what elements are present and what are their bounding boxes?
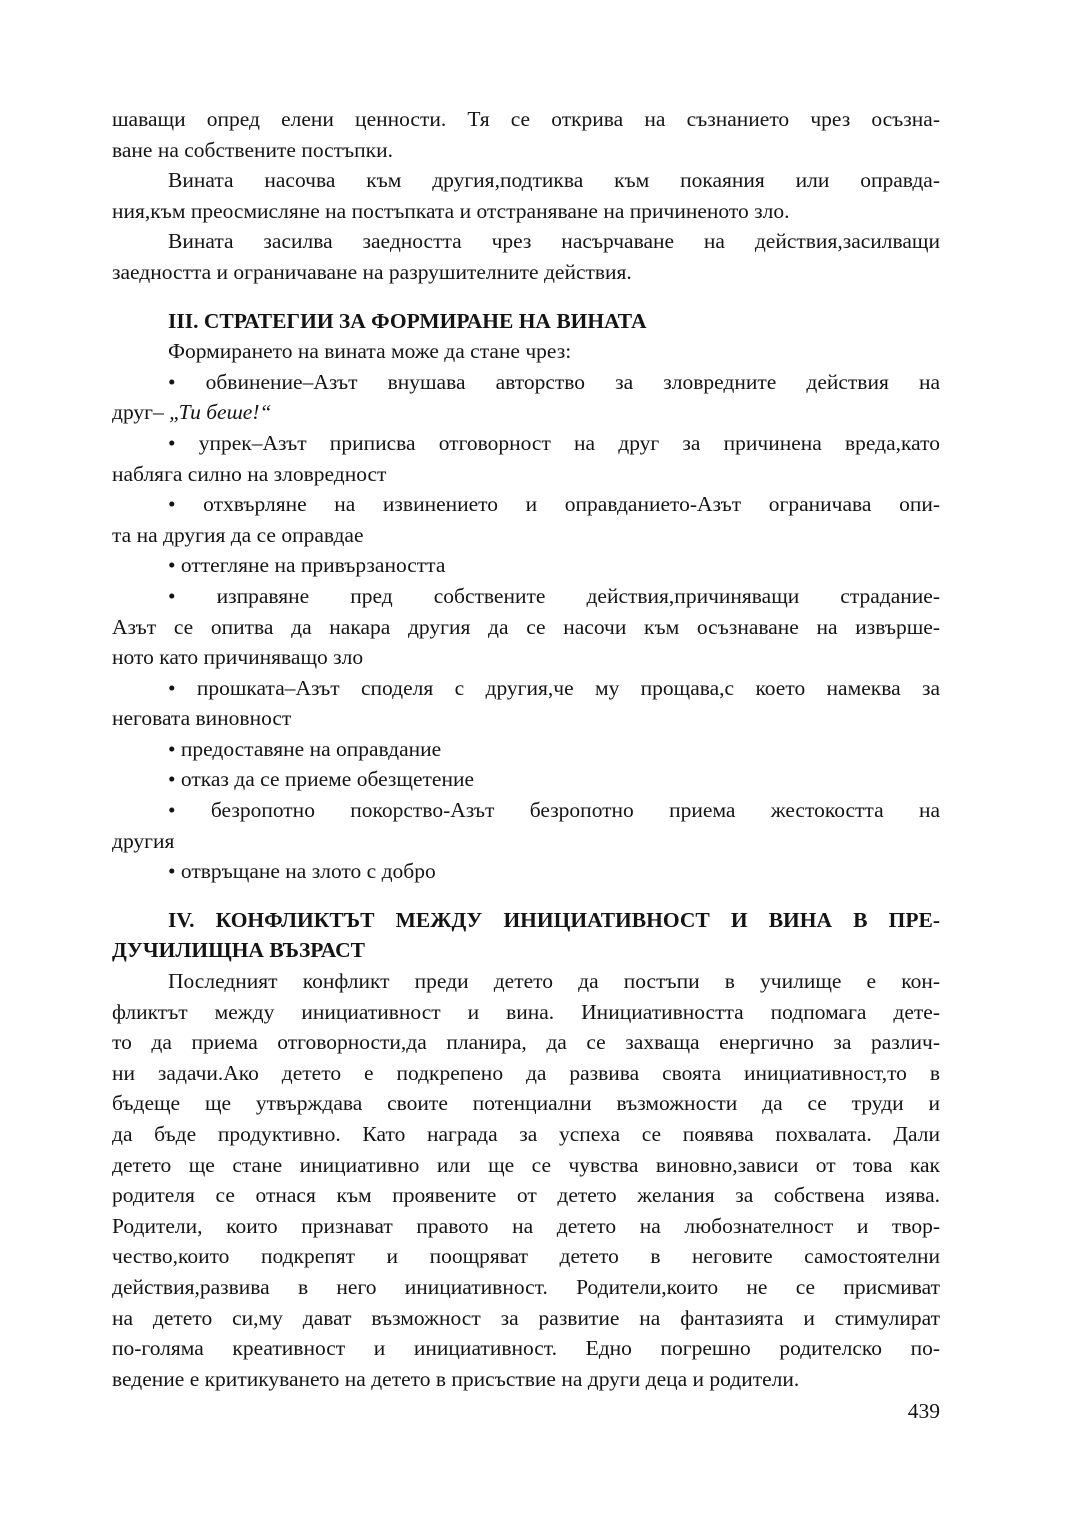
text-line: ване на собствените постъпки. [112,137,394,162]
paragraph [112,550,940,581]
section-heading [112,306,940,337]
paragraph [112,673,940,734]
text-line: ДУЧИЛИЩНА ВЪЗРАСТ [112,938,366,963]
text-column [112,104,940,1394]
text-line: • упрек–Азът приписва отговорност на друг за причинена вреда,като [168,430,940,455]
text-line: • обвинение–Азът внушава авторство за зловредните действия на [168,369,940,394]
text-line: то да приема отговорности,да планира, да се захваща енергично за различ- [112,1030,940,1055]
paragraph [112,104,940,165]
text-line: ведение е критикуването на детето в присъствие на други деца и родители. [112,1366,800,1391]
text-line: неговата виновност [112,706,292,731]
paragraph [112,764,940,795]
italic-text: „Ти беше!“ [169,400,272,425]
paragraph [112,336,940,367]
text-line: • прошката–Азът споделя с другия,че му прощава,с което намеква за [168,675,940,700]
paragraph [112,165,940,226]
text-line: IV. КОНФЛИКТЪТ МЕЖДУ ИНИЦИАТИВНОСТ И ВИНА В ПРЕ- [168,907,940,932]
text-line: фликтът между инициативност и вина. Инициативността подпомага дете- [112,999,940,1024]
paragraph [112,795,940,856]
text-line: другия [112,828,175,853]
paragraph [112,367,940,428]
text-line: действия,развива в него инициативност. Родители,които не се присмиват [112,1274,940,1299]
text-line: Формирането на вината може да стане чрез: [168,339,572,364]
text-line: Вината насочва към другия,подтиква към покаяния или оправда- [168,168,940,193]
paragraph [112,581,940,673]
text-line: набляга силно на зловредност [112,461,387,486]
text-line: по-голяма креативност и инициативност. Едно погрешно родителско по- [112,1336,940,1361]
text-line: Вината засилва заедността чрез насърчаване на действия,засилващи [168,229,940,254]
text-line: чество,които подкрепят и поощряват детето в неговите самостоятелни [112,1244,940,1269]
paragraph [112,856,940,887]
text-line: на детето си,му дават възможност за развитие на фантазията и стимулират [112,1305,940,1330]
text-line: да бъде продуктивно. Като награда за успеха се появява похвалата. Дали [112,1122,940,1146]
text-line: ното като причиняващо зло [112,645,364,670]
text-line: • отказ да се приеме обезщетение [168,767,474,792]
text-segment: друг– [112,400,170,425]
text-line: • оттегляне на привързаността [168,553,446,578]
text-line: III. СТРАТЕГИИ ЗА ФОРМИРАНЕ НА ВИНАТА [168,308,647,333]
text-line: детето ще стане инициативно или ще се чувства виновно,зависи от това как [112,1152,940,1177]
text-line: ни задачи.Ако детето е подкрепено да развива своята инициативност,то в [112,1060,940,1085]
section-heading [112,905,940,966]
text-line: • отвръщане на злото с добро [168,859,436,884]
text-line: • изправяне пред собствените действия,причиняващи страдание- [168,583,940,608]
text-line: бъдеще ще утвърждава своите потенциални възможности да се труди и [112,1091,940,1116]
text-line: • предоставяне на оправдание [168,736,442,761]
text-line: та на другия да се оправдае [112,522,364,547]
text-line: Азът се опитва да накара другия да се насочи към осъзнаване на извърше- [112,614,940,639]
text-line: Родители, които признават правото на детето на любознателност и твор- [112,1213,940,1238]
paragraph [112,226,940,287]
text-line: заедността и ограничаване на разрушителните действия. [112,259,632,284]
paragraph [112,966,940,1394]
paragraph [112,734,940,765]
text-line: • отхвърляне на извинението и оправданието-Азът ограничава опи- [168,492,940,517]
paragraph [112,489,940,550]
text-line: Последният конфликт преди детето да постъпи в училище е кон- [168,969,940,994]
text-line: ния,към преосмисляне на постъпката и отстраняване на причиненото зло. [112,198,790,223]
text-line [112,397,940,428]
text-line: родителя се отнася към проявените от детето желания за собствена изява. [112,1183,940,1208]
page-number: 439 [907,1399,940,1423]
paragraph [112,428,940,489]
text-line: • безропотно покорство-Азът безропотно приема жестокостта на [168,798,940,823]
text-line: шаващи опред елени ценности. Тя се открива на съзнанието чрез осъзна- [112,107,940,131]
